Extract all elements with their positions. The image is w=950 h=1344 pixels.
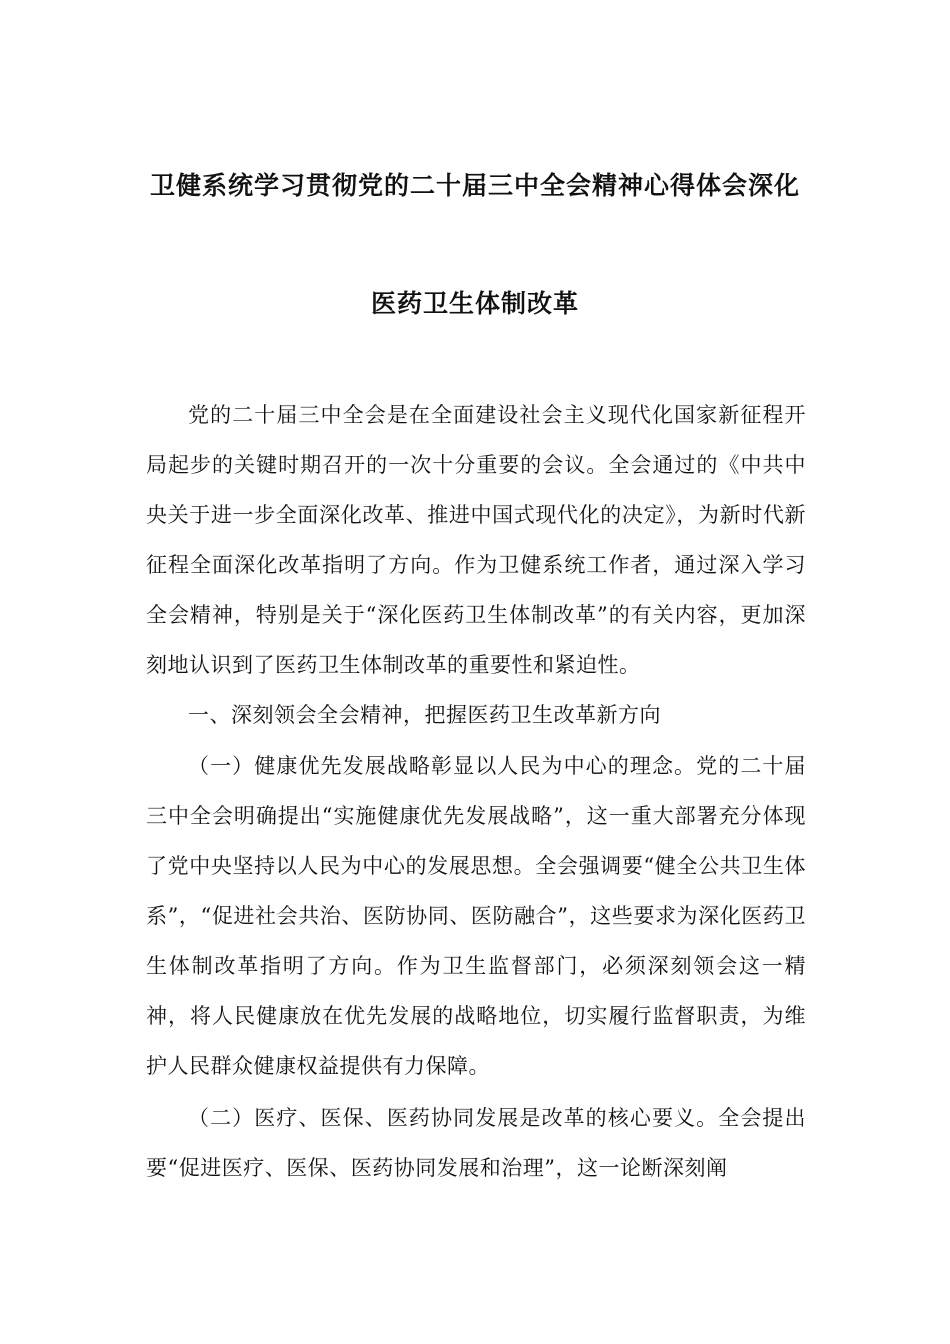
paragraph-text: 党的二十届三中全会是在全面建设社会主义现代化国家新征程开局起步的关键时期召开的一次十分重要的会议。全会通过的《中共中央关于进一步全面深化改革、推进中国式现代化的决定》，为新时代新征程全面深化改革指明了方向。作为卫健系统工作者，通过深入学习全会精神，特别是关于“深化医药卫生体制改革”的有关内容，更加深刻地认识到了医药卫生体制改革的重要性和紧迫性。 [146,403,806,677]
subsection-paragraph-1 [146,741,806,1091]
section-heading-1 [146,690,806,740]
subsection-paragraph-2 [146,1093,806,1193]
paragraph-text: （一）健康优先发展战略彰显以人民为中心的理念。党的二十届三中全会明确提出“实施健康优先发展战略”，这一重大部署充分体现了党中央坚持以人民为中心的发展思想。全会强调要“健全公共卫生体系”，“促进社会共治、医防协同、医防融合”，这些要求为深化医药卫生体制改革指明了方向。作为卫生监督部门，必须深刻领会这一精神，将人民健康放在优先发展的战略地位，切实履行监督职责，为维护人民群众健康权益提供有力保障。 [146,754,806,1078]
document-title-line-2: 医药卫生体制改革 [370,289,579,318]
intro-paragraph [146,390,806,690]
document-title-line-1: 卫健系统学习贯彻党的二十届三中全会精神心得体会深化 [149,171,800,200]
paragraph-text: （二）医疗、医保、医药协同发展是改革的核心要义。全会提出要“促进医疗、医保、医药协同发展和治理”，这一论断深刻阐 [146,1106,806,1180]
section-heading-text: 一、深刻领会全会精神，把握医药卫生改革新方向 [188,703,661,727]
